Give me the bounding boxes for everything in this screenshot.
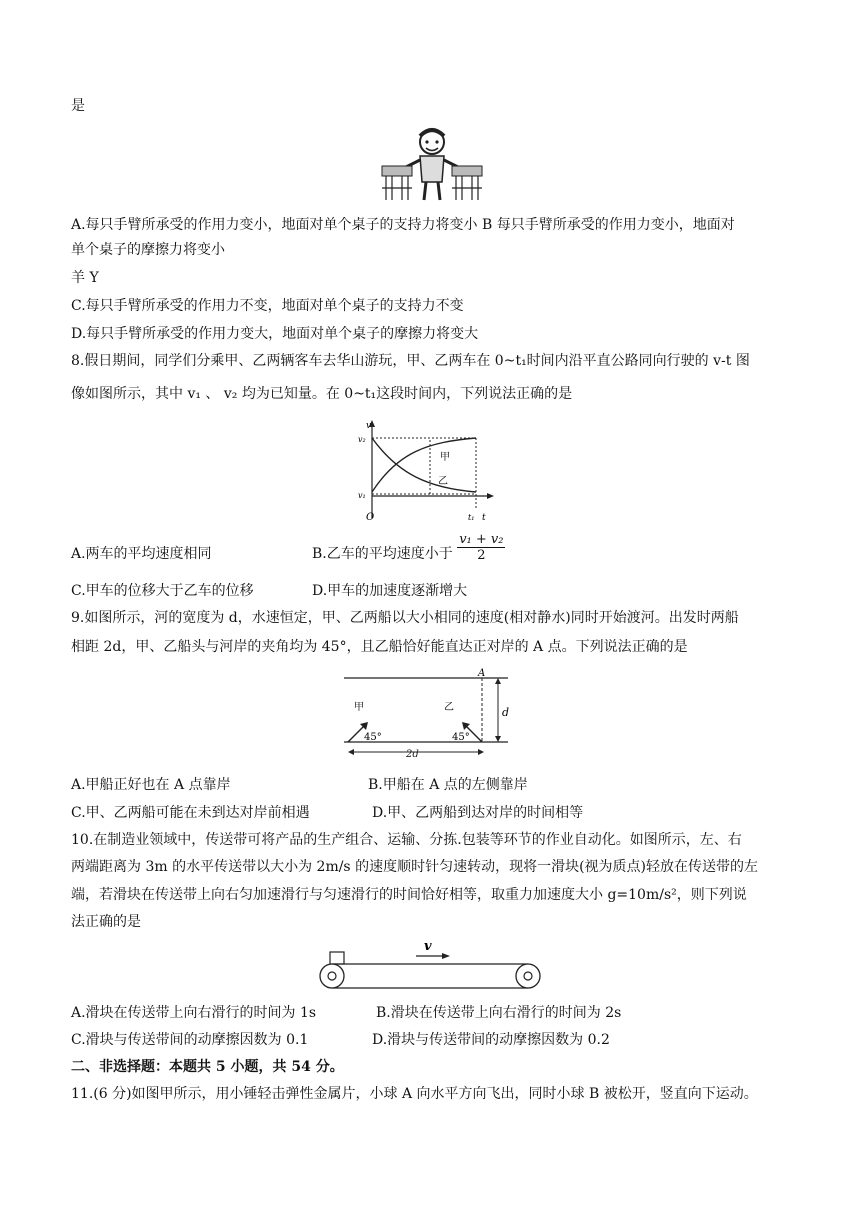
v1-label: v₁ [358, 491, 366, 500]
t-axis-label: t [482, 513, 486, 523]
boat-yi-label: 乙 [444, 702, 454, 713]
jia-label: 甲 [440, 452, 450, 463]
point-a-label: A [478, 668, 486, 679]
angle-left-label: 45° [364, 732, 382, 743]
q8-option-b [312, 531, 505, 563]
velocity-v-label: v [424, 939, 432, 954]
q8-option-d: D.甲车的加速度逐渐增大 [312, 583, 468, 599]
q10-option-a: A.滑块在传送带上向右滑行的时间为 1s [71, 1005, 317, 1021]
q10-option-b: B.滑块在传送带上向右滑行的时间为 2s [376, 1005, 622, 1021]
angle-right-label: 45° [452, 732, 470, 743]
v2-label: v₂ [358, 435, 366, 444]
q8-stem-2: 像如图所示，其中 v₁ 、 v₂ 均为已知量。在 0~t₁这段时间内，下列说法正确的是 [71, 386, 573, 402]
river-diagram [340, 666, 514, 762]
q7-option-d: D.每只手臂所承受的作用力变大，地面对单个桌子的摩擦力将变大 [71, 326, 479, 342]
q10-stem-2: 两端距离为 3m 的水平传送带以大小为 2m/s 的速度顺时针匀速转动，现将一滑块(视为质点)轻放在传送带的左 [71, 859, 758, 875]
q7-option-a-cont: 单个桌子的摩擦力将变小 [71, 242, 225, 258]
width-d-label: d [502, 706, 510, 719]
q9-option-d: D.甲、乙两船到达对岸的时间相等 [372, 805, 584, 821]
q9-option-c: C.甲、乙两船可能在未到达对岸前相遇 [71, 805, 310, 821]
conveyor-belt-diagram [316, 938, 544, 994]
q11-stem: 11.(6 分)如图甲所示，用小锤轻击弹性金属片，小球 A 向水平方向飞出，同时小球 B 被松开，竖直向下运动。 [71, 1086, 758, 1102]
q8-option-b-text: B.乙车的平均速度小于 [312, 546, 453, 562]
q9-stem-2: 相距 2d，甲、乙船头与河岸的夹角均为 45°，且乙船恰好能直达正对岸的 A 点。下列说法正确的是 [71, 639, 688, 655]
noise-text: 羊 Y [71, 270, 99, 286]
q8-option-a: A.两车的平均速度相同 [71, 546, 212, 562]
fraction-numerator: v₁ + v₂ [459, 531, 504, 547]
vt-graph [358, 418, 498, 526]
q8-stem-1: 8.假日期间，同学们分乘甲、乙两辆客车去华山游玩，甲、乙两车在 0~t₁时间内沿平直公路同向行驶的 v-t 图 [71, 353, 750, 369]
q7-option-c: C.每只手臂所承受的作用力不变，地面对单个桌子的支持力不变 [71, 298, 464, 314]
q8-option-c: C.甲车的位移大于乙车的位移 [71, 583, 254, 599]
section-2-heading: 二、非选择题：本题共 5 小题，共 54 分。 [71, 1059, 344, 1075]
t1-label: t₁ [468, 513, 475, 522]
q7-option-a: A.每只手臂所承受的作用力变小，地面对单个桌子的支持力将变小 B 每只手臂所承受的作用力变小，地面对 [71, 217, 735, 233]
desk-figure [378, 126, 486, 202]
q9-option-a: A.甲船正好也在 A 点靠岸 [71, 777, 231, 793]
q9-option-b: B.甲船在 A 点的左侧靠岸 [368, 777, 528, 793]
fraction-denominator: 2 [477, 547, 486, 563]
q10-stem-4: 法正确的是 [71, 914, 141, 930]
q10-stem-3: 端，若滑块在传送带上向右匀加速滑行与匀速滑行的时间恰好相等，取重力加速度大小 g=10m/s²，则下列说 [71, 887, 747, 903]
q10-stem-1: 10.在制造业领域中，传送带可将产品的生产组合、运输、分拣.包装等环节的作业自动化。如图所示，左、右 [71, 832, 742, 848]
q8-fraction [457, 532, 505, 563]
origin-label: O [366, 512, 375, 523]
distance-2d-label: 2d [406, 749, 419, 760]
q10-option-c: C.滑块与传送带间的动摩擦因数为 0.1 [71, 1032, 309, 1048]
text-line: 是 [71, 98, 85, 114]
yi-label: 乙 [438, 476, 448, 487]
q9-stem-1: 9.如图所示，河的宽度为 d，水速恒定，甲、乙两船以大小相同的速度(相对静水)同时开始渡河。出发时两船 [71, 610, 739, 626]
q10-option-d: D.滑块与传送带间的动摩擦因数为 0.2 [372, 1032, 610, 1048]
boat-jia-label: 甲 [354, 702, 364, 713]
v-axis-label: v [366, 421, 372, 431]
